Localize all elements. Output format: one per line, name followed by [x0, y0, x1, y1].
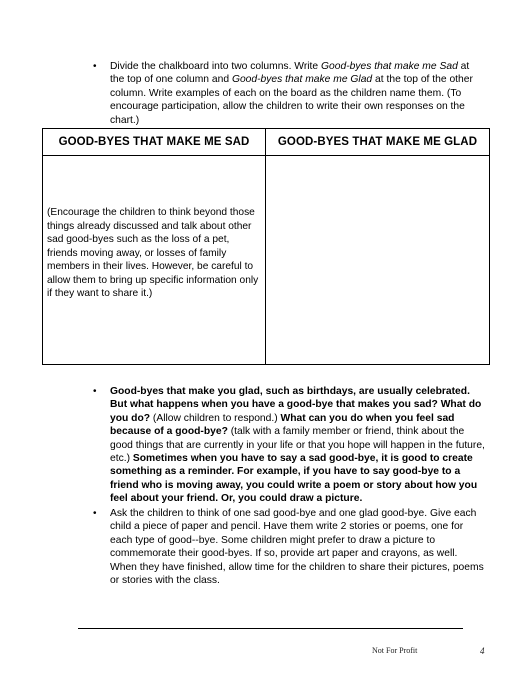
instruction-bullet-1 [93, 60, 485, 127]
instruction-text-2: Good-byes that make you glad, such as birthdays, are usually celebrated. But what happens when you have a good-bye that makes you sad? What do you do? (Allow children to respond.) What can you do when you feel sad because of a good-bye? (talk with a family member or friend, think about the good things that are currently in your life or that you hope will happen in the future, etc.) Sometimes when you have to say a sad good-bye, it is good to create something as a reminder. For example, if you have to say good-bye to a friend who is moving away, you could write a poem or story about how you feel about your friend. Or, you could draw a picture. [110, 386, 485, 505]
sad-heading-phrase: Good-byes that make me Sad [321, 61, 458, 72]
sad-column-header: GOOD-BYES THAT MAKE ME SAD [43, 129, 266, 156]
sad-column-cell: (Encourage the children to think beyond those things already discussed and talk about other sad good-byes such as the loss of a pet, friends moving away, or losses of family members in their lives. However, be careful to allow them to bring up specific information only if they want to share it.) [43, 156, 266, 365]
instruction-bullet-2 [93, 385, 485, 506]
instruction-bullet-3 [93, 507, 485, 587]
instruction-text-3: Ask the children to think of one sad good-bye and one glad good-bye. Give each child a piece of paper and pencil. Have them write 2 stories or poems, one for each type of good--bye. Some children might prefer to draw a picture to commemorate their good-byes. If so, provide art paper and crayons, as well. When they have finished, allow time for the children to share their pictures, poems or stories with the class. [110, 508, 484, 587]
footer-rule [78, 628, 463, 629]
glad-column-cell [266, 156, 490, 365]
bullet-marker: • [93, 386, 97, 397]
footer-label: Not For Profit [372, 646, 418, 655]
glad-heading-phrase: Good-byes that make me Glad [231, 74, 373, 86]
glad-column-header: GOOD-BYES THAT MAKE ME GLAD [266, 129, 490, 156]
goodbyes-table [42, 128, 490, 365]
bullet-marker: • [93, 61, 97, 72]
instruction-text-1: Divide the chalkboard into two columns. Write Good-byes that make me Sad at the top of one column and Good-byes that make me Glad at the top of the other column. Write examples of each on the board as the children name them. (To encourage participation, allow the children to write their own responses on the chart.) [110, 61, 473, 126]
bullet-marker: • [93, 508, 97, 519]
page-number: 4 [480, 646, 485, 656]
